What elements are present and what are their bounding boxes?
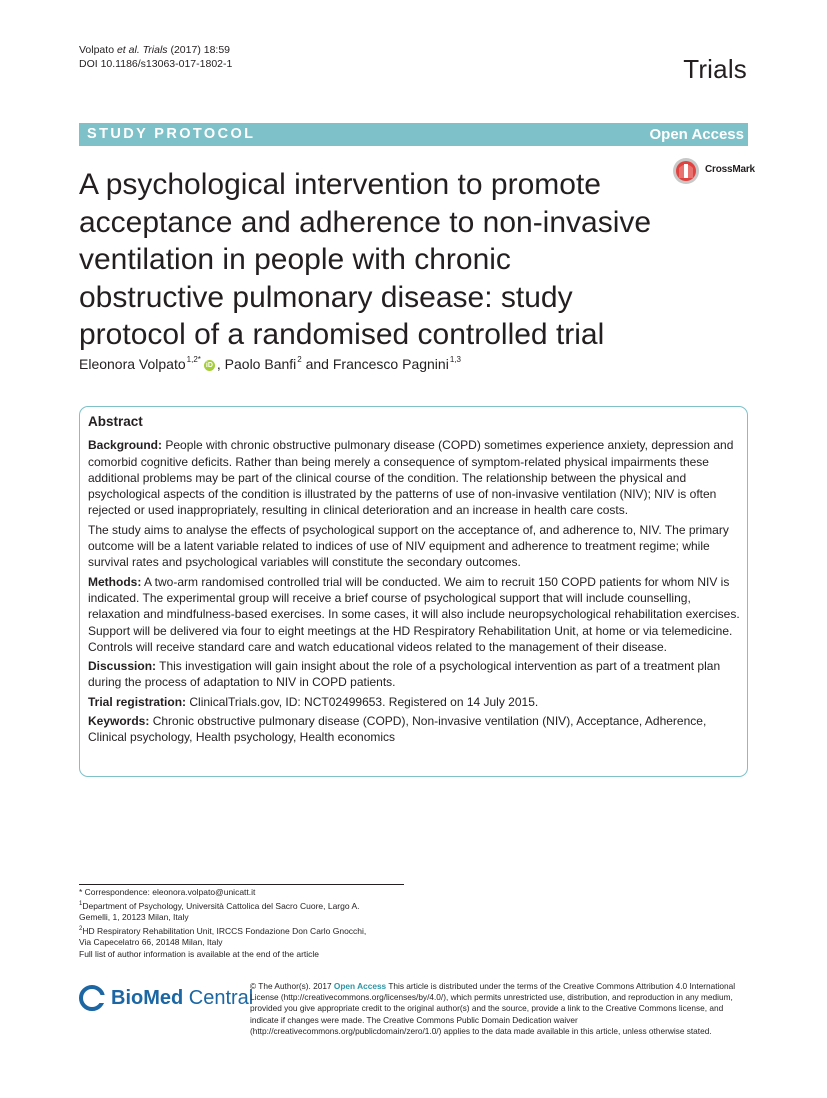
section-text: ClinicalTrials.gov, ID: NCT02499653. Registered on 14 July 2015. bbox=[186, 694, 539, 709]
affiliation-text: Department of Psychology, Università Cattolica del Sacro Cuore, Largo A. bbox=[82, 900, 360, 911]
footnotes bbox=[79, 887, 409, 960]
author-affiliation: 1,2* bbox=[186, 355, 201, 364]
abstract-keywords bbox=[88, 713, 743, 746]
biomed-central-logo[interactable] bbox=[79, 983, 254, 1019]
biomed-central-ring-icon bbox=[79, 985, 105, 1011]
footnote-divider bbox=[79, 884, 404, 885]
open-access-label[interactable]: Open Access bbox=[649, 126, 744, 143]
license-text: This article is distributed under the terms of the Creative Commons Attribution 4.0 International License (http://creativecommons.org/licenses/by/4.0/), which permits unrestricted use, distribution, and reproduction in any medium, provided you give appropriate credit to the original author(s) and the source, provide a link to the Creative Commons license, and indicate if changes were made. The Creative Commons Public Domain Dedication waiver (http://creativecommons.org/publicdomain/zero/1.0/) applies to the data made available in this article, unless otherwise stated. bbox=[250, 981, 736, 1036]
citation-journal: Trials bbox=[142, 44, 168, 56]
publisher-name-bold: BioMed bbox=[111, 987, 184, 1009]
section-label: Trial registration: bbox=[88, 694, 187, 709]
journal-name: Trials bbox=[683, 54, 747, 84]
section-text: A two-arm randomised controlled trial will be conducted. We aim to recruit 150 COPD patients for whom NIV is indicated. The experimental group will receive a brief course of psychological support that will include counselling, relaxation and mindfulness-based exercises. In some cases, it will also include neuropsychological rehabilitation exercises. Support will be delivered via four to eight meetings at the HD Respiratory Rehabilitation Unit, at home or via telemedicine. Controls will receive standard care and watch educational videos related to the management of their disease. bbox=[88, 574, 740, 654]
abstract-discussion bbox=[88, 658, 743, 691]
abstract-aims: The study aims to analyse the effects of psychological support on the acceptance of, and adherence to, NIV. The primary outcome will be a latent variable related to indices of use of NIV equipment and adherence to treatment regime; while survival rates and psychological variables will constitute the secondary outcomes. bbox=[88, 522, 729, 570]
affiliation-1 bbox=[79, 899, 409, 913]
citation-header bbox=[79, 44, 232, 71]
author-name[interactable]: Eleonora Volpato bbox=[79, 356, 186, 372]
author-affiliation: 1,3 bbox=[449, 355, 461, 364]
abstract-methods bbox=[88, 574, 743, 655]
orcid-icon[interactable]: iD bbox=[205, 361, 213, 369]
author-name[interactable]: and Francesco Pagnini bbox=[301, 356, 449, 372]
abstract-heading: Abstract bbox=[88, 414, 143, 429]
affiliation-text: Gemelli, 1, 20123 Milan, Italy bbox=[79, 912, 189, 922]
correspondence[interactable]: * Correspondence: eleonora.volpato@unicatt.it bbox=[79, 887, 256, 897]
article-title bbox=[79, 166, 679, 354]
license-prefix: © The Author(s). 2017 bbox=[250, 981, 334, 991]
section-label: Methods: bbox=[88, 574, 142, 589]
section-label: Discussion: bbox=[88, 659, 157, 674]
affiliation-number: 2 bbox=[79, 925, 83, 932]
title-line: ventilation in people with chronic bbox=[79, 243, 511, 276]
publisher-name-regular: Central bbox=[183, 987, 254, 1009]
section-text: Chronic obstructive pulmonary disease (COPD), Non-invasive ventilation (NIV), Acceptance, Adherence, Clinical psychology, Health psychology, Health economics bbox=[88, 714, 707, 745]
affiliation-text: Via Capecelatro 66, 20148 Milan, Italy bbox=[79, 937, 223, 947]
section-label: Background: bbox=[88, 438, 163, 453]
author-info-note: Full list of author information is available at the end of the article bbox=[79, 948, 320, 959]
author-affiliation: 2 bbox=[297, 355, 302, 364]
abstract-background bbox=[88, 437, 743, 518]
section-text: This investigation will gain insight about the role of a psychological intervention as part of a treatment plan during the process of adaptation to NIV in COPD patients. bbox=[88, 659, 721, 690]
abstract-box bbox=[79, 406, 748, 777]
affiliation-2 bbox=[79, 924, 409, 938]
license-statement bbox=[250, 981, 750, 1037]
author-name[interactable]: , Paolo Banfi bbox=[216, 356, 297, 372]
license-open-access: Open Access bbox=[333, 981, 387, 991]
crossmark-badge[interactable] bbox=[672, 155, 755, 187]
author-list bbox=[79, 355, 461, 372]
abstract-trial-registration bbox=[88, 694, 743, 710]
section-label: Keywords: bbox=[88, 714, 150, 729]
article-type: STUDY PROTOCOL bbox=[87, 126, 256, 142]
affiliation-number: 1 bbox=[79, 900, 83, 907]
doi[interactable]: DOI 10.1186/s13063-017-1802-1 bbox=[79, 57, 233, 70]
title-line: protocol of a randomised controlled trial bbox=[79, 318, 605, 351]
title-line: obstructive pulmonary disease: study bbox=[79, 280, 573, 314]
citation-etal: et al. bbox=[116, 44, 140, 56]
crossmark-label: CrossMark bbox=[705, 164, 755, 175]
title-line: acceptance and adherence to non-invasive bbox=[79, 205, 652, 239]
title-line: A psychological intervention to promote bbox=[79, 168, 601, 201]
affiliation-text: HD Respiratory Rehabilitation Unit, IRCCS Fondazione Don Carlo Gnocchi, bbox=[82, 925, 367, 936]
citation-author: Volpato bbox=[79, 44, 115, 56]
citation-volume: (2017) 18:59 bbox=[170, 44, 231, 56]
publisher-name bbox=[111, 987, 253, 1010]
article-type-banner bbox=[79, 123, 748, 146]
section-text: People with chronic obstructive pulmonary disease (COPD) sometimes experience anxiety, depression and comorbid cognitive deficits. Rather than being merely a consequence of symptom-related physical impairments these additional problems may be part of the clinical course of the condition. The relationship between the physical and psychological aspects of the condition is illustrated by the patterns of use of non-invasive ventilation (NIV); NIV is often rejected or used inappropriately, resulting in clinical deterioration and an increase in health care costs. bbox=[88, 438, 734, 518]
